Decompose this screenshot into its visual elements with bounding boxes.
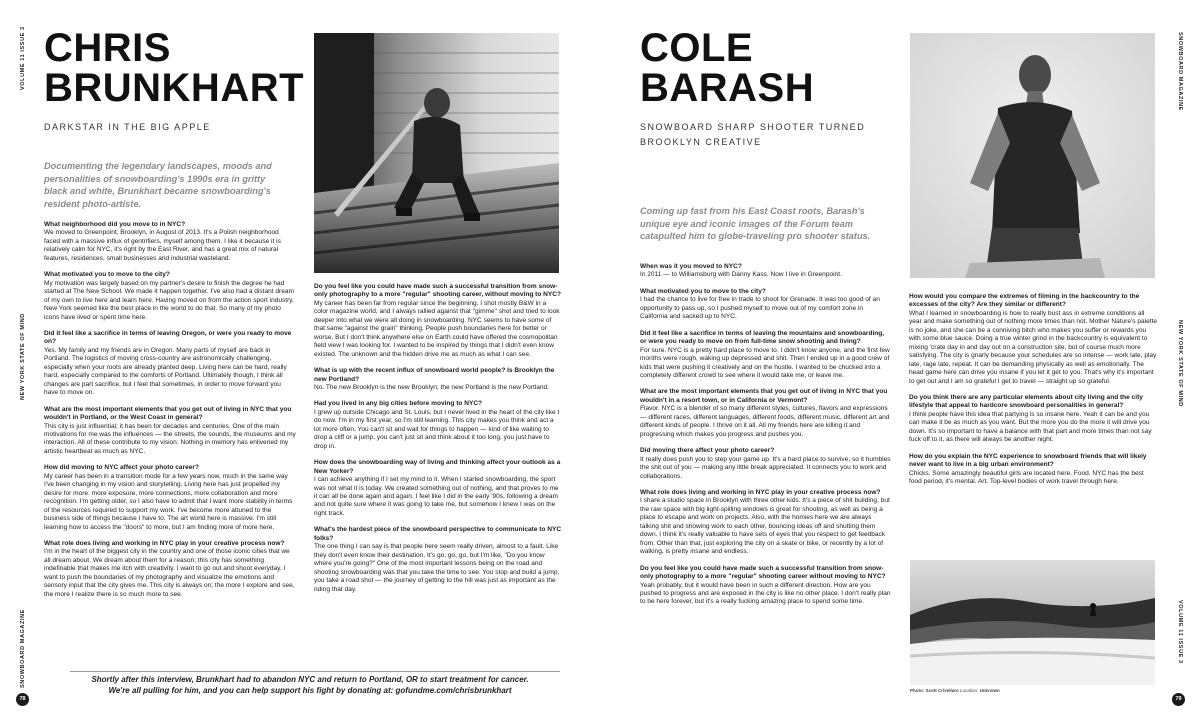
- answer: The one thing I can say is that people here seem really driven, almost to a fault. Like they don't even know their destination. It's go, go, go, but I'm like, "Do you know where you're going?" One of the most important lessons being on the road and shooting snowboarding was that you take the time to see. You stop and build a jump, you take a road shot — the journey of getting to the hill was just as important as the riding that day.: [314, 543, 560, 593]
- answer: I grew up outside Chicago and St. Louis, but I never lived in the heart of the city like I do now. I'm in my first year, so I'm still learning. This city makes you think and act a lot more often. You can't sit and wait for things to happen — kind of like waiting to drop a cliff or a jump, you can't just sit and think about it too long, you just have to drop in.: [314, 408, 560, 450]
- question: Do you feel like you could have made such a successful transition from snow-only photography to a more "regular" shooting career, without moving to NYC?: [314, 283, 562, 299]
- headline-first-name: COLE: [640, 26, 754, 70]
- intro-right: Coming up fast from his East Coast roots, Barash's unique eye and iconic images of the Forum team catapulted him to globe-traveling pro shooter status.: [640, 206, 871, 241]
- headline-chris-brunkhart: [44, 28, 304, 108]
- footer-note-line-2: We're all pulling for him, and you can help support his fight by donating at: gofundme.com/chrisbrunkhart: [108, 685, 512, 695]
- answer: Yeah probably, but it would have been in such a different direction. How are you pushed to progress and are exposed in the city is like no other place. I don't really plan to be here forever, but it's a really fucking amazing place to spend some time.: [640, 581, 891, 606]
- qa-block: [44, 221, 296, 263]
- interview-column-1: [44, 221, 296, 607]
- answer: Flavor. NYC is a blender of so many different styles, cultures, flavors and expressions — different races, different languages, different foods, different music, different art and different kinds of people. I thrive on it all. All my friends here are killing it and progressing which makes you progress and pushes you.: [640, 405, 890, 438]
- qa-block: [44, 271, 296, 322]
- question: What motivated you to move to the city?: [44, 271, 170, 279]
- question: When was it you moved to NYC?: [640, 263, 742, 270]
- interview-column-3: [640, 263, 892, 615]
- page-number-right: 79: [1172, 693, 1185, 706]
- answer: It really does push you to step your game up. It's a hard place to survive, so it humbles the shit out of you — making any little break appreciated. It connects you to work and collaborations.: [640, 455, 891, 480]
- qa-block: [640, 288, 892, 322]
- qa-block: [640, 447, 892, 481]
- spine-section-left: NEW YORK STATE OF MIND: [20, 313, 26, 400]
- question: How did moving to NYC affect your photo career?: [44, 464, 199, 472]
- question: What motivated you to move to the city?: [640, 287, 766, 295]
- spine-magazine-right: SNOWBOARD MAGAZINE: [1177, 32, 1183, 111]
- spine-volume-right: VOLUME 11 ISSUE 3: [1177, 600, 1183, 664]
- qa-block: [314, 459, 562, 518]
- footer-note-line-1: Shortly after this interview, Brunkhart had to abandon NYC and return to Portland, OR to start treatment for cancer.: [91, 675, 529, 684]
- answer: In 2011 — to Williamsburg with Danny Kass. Now I live in Greenpoint.: [640, 271, 842, 279]
- qa-block: [314, 367, 562, 392]
- qa-block: [44, 464, 296, 532]
- answer: Chicks. Some amazingly beautiful girls are located here. Food. NYC has the best food period, it's mental. Art. Top-level bodies of work travel through here.: [909, 469, 1144, 486]
- caption-credit: Photo: Scott Crivellaro: [910, 688, 959, 693]
- photo-cole-barash: [910, 33, 1155, 278]
- footer-rule: [70, 671, 560, 672]
- question: Had you lived in any big cities before moving to NYC?: [314, 400, 483, 408]
- answer: I'm in the heart of the biggest city in the country and one of those iconic cities that we all dream about. We dream about them for a reason; this city has something indefinable that makes me itch with creativity. I want to go out and shoot everyday. I want to push the boundaries of my photography and visualize the emotions and sensory input that the city gives me. This city is always on; the more I explore and see, the more I realize there is so much more to see.: [44, 548, 295, 598]
- question: Do you feel like you could have made such a successful transition from snow-only photography to a more "regular" shooting career without moving to NYC?: [640, 564, 886, 581]
- headline-cole-barash: [640, 28, 814, 108]
- question: Do you think there are any particular elements about city living and the city lifestyle that appeal to hardcore snowboard personalities in general?: [909, 393, 1143, 410]
- qa-block: [314, 283, 562, 359]
- answer: My motivation was largely based on my partner's desire to finish the degree he had started at The New School. We made it happen together. I've also had a distant dream of my own to live here and learn here. Having moved on from the action sport industry, New York seemed like the best place in the world to do that. So many of my photo icons have lived or spent time here.: [44, 279, 294, 321]
- spine-magazine-left: SNOWBOARD MAGAZINE: [20, 609, 26, 688]
- subtitle-right-line-1: SNOWBOARD SHARP SHOOTER TURNED: [640, 122, 866, 132]
- photo-surf-wave: [910, 560, 1155, 685]
- question: How would you compare the extremes of filming in the backcountry to the excesses of the city? Are they similar or different?: [909, 293, 1140, 309]
- question: Did it feel like a sacrifice in terms of leaving the mountains and snowboarding, or were you ready to move on from full-time snow shooting and living?: [640, 329, 885, 346]
- answer: I share a studio space in Brooklyn with three other kids. It's a piece of shit building, but the raw space with big light-spilling windows is great for shooting, as well as being a place to escape and work on projects. Also, with the homies here we are always talking shit and showing work to each other, bouncing ideas off and shutting them down. I think it's really valuable to have sets of eyes that you respect to get feedback from. Other than that, just exploring the city on a skate or bike, or recently by a lot of walking, is pretty insane and endless.: [640, 497, 890, 556]
- question: What role does living and working in NYC play in your creative process now?: [640, 488, 881, 496]
- qa-block: [44, 406, 296, 457]
- footer-note: [40, 675, 580, 696]
- qa-block: [44, 540, 296, 599]
- caption-location-label: Location:: [960, 688, 979, 693]
- qa-block: [44, 330, 296, 398]
- answer: I had the chance to live for free in trade to shoot for Grenade. It was too good of an opportunity to pass up, so I pushed myself to move out of my comfort zone in California and sacked up to NYC.: [640, 296, 880, 321]
- subtitle-right-line-2: BROOKLYN CREATIVE: [640, 137, 762, 147]
- qa-block: [909, 453, 1157, 487]
- question: Did it feel like a sacrifice in terms of leaving Oregon, or were you ready to move on?: [44, 329, 292, 346]
- page-number-left: 78: [16, 693, 29, 706]
- answer: We moved to Greenpoint, Brooklyn, in August of 2013. It's a Polish neighborhood faced with a massive influx of gentrifiers, myself among them. I like it because it is relatively calm for NYC, it's right by the East River, and has a great mix of natural features, residences, small businesses and industrial wasteland.: [44, 229, 281, 262]
- headline-last-name: BRUNKHART: [44, 66, 305, 110]
- spine-volume-left: VOLUME 11 ISSUE 3: [20, 26, 26, 90]
- question: What role does living and working in NYC play in your creative process now?: [44, 539, 285, 547]
- photo-caption: [910, 688, 1000, 693]
- question: What are the most important elements that you get out of living in NYC that you wouldn't in a resort town, or in California or Vermont?: [640, 388, 888, 404]
- answer: No. The new Brooklyn is the new Brooklyn; the new Portland is the new Portland.: [314, 383, 549, 391]
- question: What are the most important elements that you get out of living in NYC that you wouldn't in Portland, or the West Coast in general?: [44, 405, 292, 422]
- qa-block: [909, 394, 1157, 445]
- interview-column-4: [909, 293, 1157, 495]
- answer: This city is just influential; it has been for decades and centuries. One of the main motivations for me was the influences — the streets, the sounds, the museums and my interaction. All of these contribute to my vision. Nothing in memory has enlivened my artistic heartbeat as much as NYC.: [44, 422, 296, 455]
- question: What is up with the recent influx of snowboard world people? Is Brooklyn the new Portland?: [314, 367, 555, 383]
- qa-block: [314, 526, 562, 594]
- question: What neighborhood did you move to in NYC?: [44, 221, 186, 228]
- intro-left: Documenting the legendary landscapes, moods and personalities of snowboarding's 1990s era in gritty black and white, Brunkhart became snowboarding's resident photo-artiste.: [44, 161, 272, 209]
- qa-block: [640, 489, 892, 557]
- qa-block: [640, 565, 892, 607]
- qa-block: [314, 400, 562, 451]
- answer: My career has been in a transition mode for a few years now, much in the same way I've been changing in my vision and storytelling. Living here has just propelled my desire for more: more exposure, more connections, more collaboration and more recognition. I'm getting older, so I also have to admit that I want more stability in terms of the resources required to support my work. I've become more attuned to the business side of things because I have to. The art world here is massive. I'm still learning how to access the "doors" to more, but I am finding more of more here.: [44, 472, 293, 531]
- qa-block: [909, 293, 1157, 386]
- interview-column-2: [314, 283, 562, 602]
- question: Did moving there affect your photo career?: [640, 447, 775, 455]
- caption-location: Unknown: [979, 688, 1000, 693]
- question: How do you explain the NYC experience to snowboard friends that will likely never want to live in a big urban environment?: [909, 452, 1147, 469]
- question: What's the hardest piece of the snowboard perspective to communicate to NYC folks?: [314, 526, 562, 542]
- spine-section-right: NEW YORK STATE OF MIND: [1177, 320, 1183, 407]
- subtitle-right: [640, 120, 865, 150]
- answer: Yes. My family and my friends are in Oregon. Many parts of myself are back in Portland. The logistics of moving cross-country are astronomically challenging, especially when your roots are already planted deep. Living here can be hard, really hard, especially compared to the comforts of Portland. Ultimately though, I think all changes are part sacrifice, but I feel that sometimes, in order to move forward you have to move on.: [44, 346, 287, 397]
- qa-block: [640, 263, 892, 280]
- qa-block: [640, 330, 892, 381]
- answer: I think people have this idea that partying is so insane here. Yeah it can be and you can make it be as much as you want. But the more you do the more it will drive you down. It's so important to have a balance with that part and more times than not say fuck off to it, as there will always be another night.: [909, 410, 1152, 444]
- answer: For sure. NYC is a pretty hard place to move to. I didn't know anyone, and the first few months were rough, waking up depressed and shit. Then I ended up in a good crew of kids that were pushing it creatively and on the hustle. I wanted to be chucked into a completely different crowd to see where it would take me, or leave me.: [640, 346, 890, 379]
- question: How does the snowboarding way of living and thinking affect your outlook as a New Yorker?: [314, 459, 561, 475]
- photo-chris-brunkhart: [314, 33, 559, 273]
- subtitle-left: DARKSTAR IN THE BIG APPLE: [44, 122, 211, 132]
- answer: What I learned in snowboarding is how to really bust ass in extreme conditions all year and make something out of nothing more times than not. Mother Nature's palette is no joke, and she can be a conniving bitch who makes you suffer or rewards you with some blue sauce. Doing a true winter grind in the backcountry is equivalent to mixing 'crate day in and day out on a construction site, but of course much more satisfying. The city is gnarly because your schedules are so intense — work late, play late, rage late, repeat. It can be demanding physically as well as emotionally. The head game here can drive you insane if you let it get to you. That's why it's important to get out and I am so grateful I get to travel — straight up so grateful.: [909, 309, 1157, 385]
- headline-last-name: BARASH: [640, 66, 815, 110]
- headline-first-name: CHRIS: [44, 26, 171, 70]
- qa-block: [640, 388, 892, 439]
- answer: My career has been far from regular since the beginning. I shot mostly B&W in a color magazine world, and I always rallied against that "gimme" shot and tried to look deeper into what we were all doing in snowboarding. NYC seems to have some of that same "against the grain" thinking. People push boundaries here for better or worse. But I don't think anywhere else on Earth could have offered the cosmopolitan field view I was looking for. I wanted to be inspired by things that I didn't even know existed. The unknown and the hidden drive me as much as what I can see.: [314, 299, 560, 358]
- answer: I can achieve anything if I set my mind to it. When I started snowboarding, the sport was not what it is today. We created something out of nothing, and that proves to me it can all be done again and again. I feel like I did in the early '90s, following a dream and not quite sure where it was going to take me, but somehow I knew I was on the right track.: [314, 476, 559, 517]
